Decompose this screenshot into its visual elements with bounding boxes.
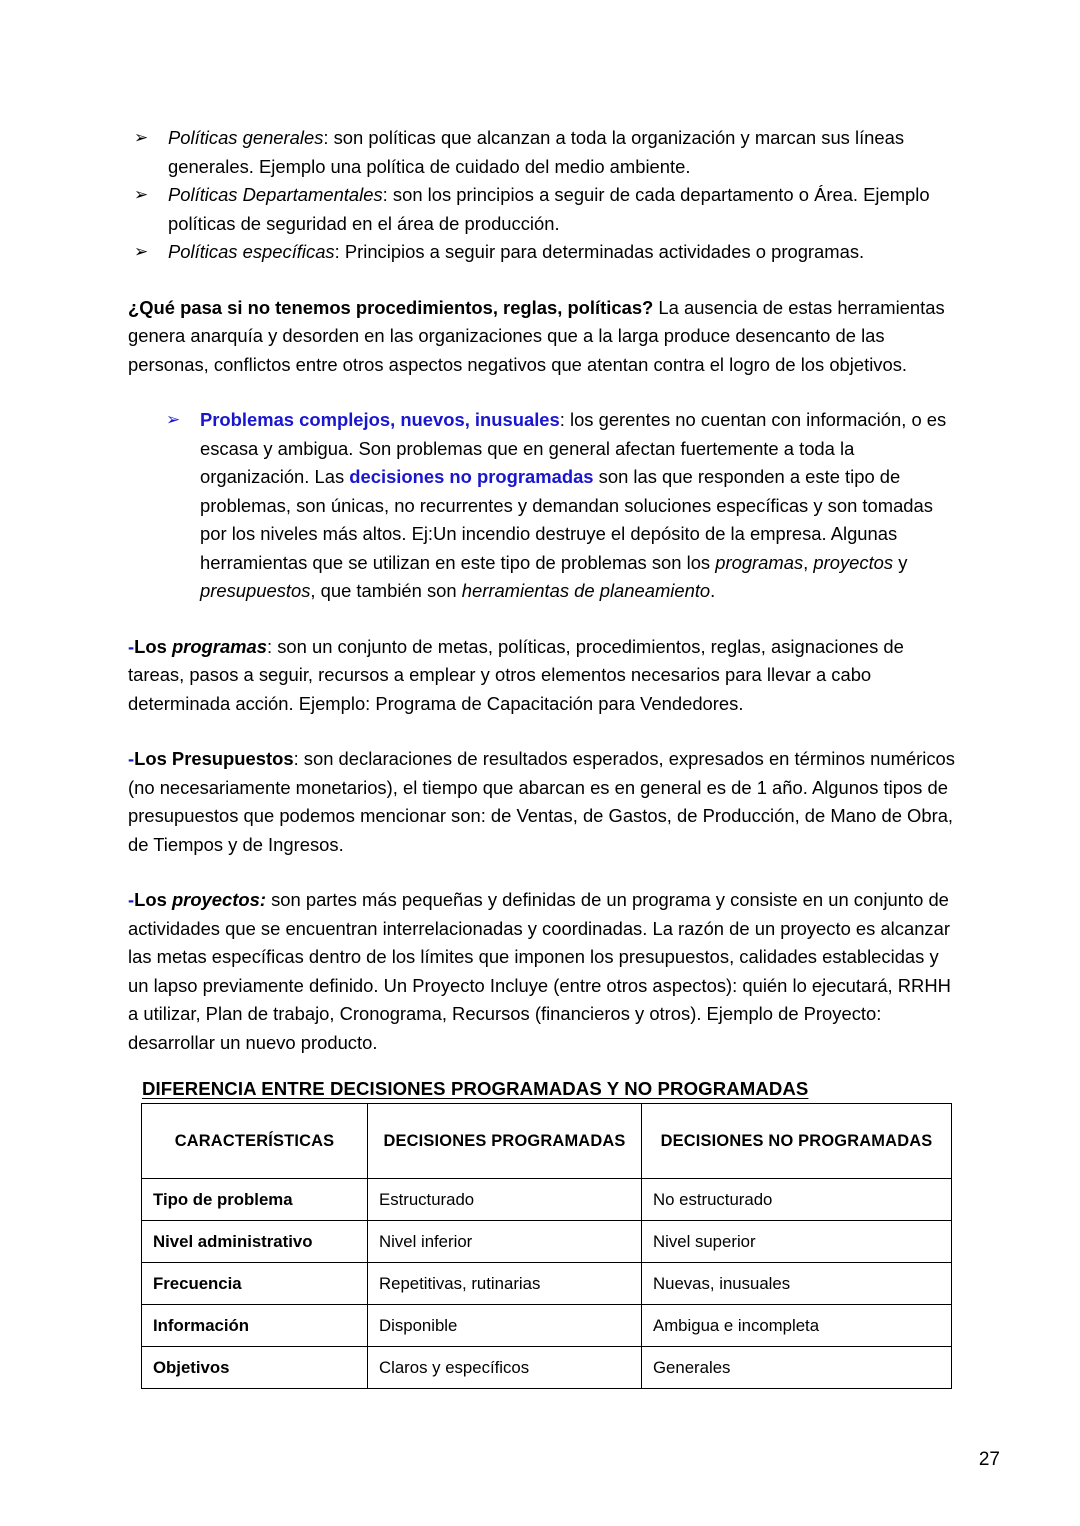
presupuestos-body: : son declaraciones de resultados esperados, expresados en términos numéricos (no necesariamente monetarios), el tiempo que abarcan es en general es de 1 año. Algunos tipos de presupuestos que podemos mencionar son: de Ventas, de Gastos, de Producción, de Mano de Obra, de Tiempos y de Ingresos.: [128, 748, 955, 855]
column-header-caracteristicas: CARACTERÍSTICAS: [142, 1104, 368, 1179]
programas-paragraph: [128, 633, 960, 719]
question-heading: ¿Qué pasa si no tenemos procedimientos, reglas, políticas?: [128, 296, 654, 318]
spacer: [128, 1057, 960, 1078]
policy-term: Políticas generales: [168, 127, 324, 148]
question-body: La ausencia de estas herramientas genera anarquía y desorden en las organizaciones que a la larga produce desencanto de las personas, conflictos entre otros aspectos negativos que atentan contra el logro de los objetivos.: [128, 296, 945, 375]
row-label: Nivel administrativo: [142, 1221, 368, 1263]
complex-problems-part4: .: [710, 580, 716, 601]
programas-label: Los: [134, 635, 172, 657]
list-item: [128, 181, 960, 238]
sep: ,: [803, 551, 814, 573]
spacer: [128, 267, 960, 294]
cell-no-programadas: Nuevas, inusuales: [642, 1263, 952, 1305]
proyectos-label: Los: [134, 889, 172, 910]
table-row: [142, 1263, 952, 1305]
dash-marker: -: [128, 889, 135, 910]
planning-tools-italic: herramientas de planeamiento: [461, 580, 711, 601]
bullet-arrow-icon: ➢: [134, 242, 149, 261]
tool-presupuestos: presupuestos: [200, 580, 311, 601]
spacer: [128, 379, 960, 406]
proyectos-label-italic: proyectos:: [171, 889, 266, 910]
cell-no-programadas: No estructurado: [642, 1179, 952, 1221]
policy-description: : son los principios a seguir de cada departamento o Área. Ejemplo políticas de seguridad en el área de producción.: [168, 184, 930, 234]
presupuestos-label: Los Presupuestos: [134, 748, 294, 769]
proyectos-body: son partes más pequeñas y definidas de un programa y consiste en un conjunto de actividades que se encuentran interrelacionadas y coordinadas. La razón de un proyecto es alcanzar las metas específicas dentro de los límites que imponen los presupuestos, calidades establecidas y un lapso previamente definido. Un Proyecto Incluye (entre otros aspectos): quién lo ejecutará, RRHH a utilizar, Plan de trabajo, Cronograma, Recursos (financieros y otros). Ejemplo de Proyecto: desarrollar un nuevo producto.: [128, 889, 951, 1053]
table-header-row: [142, 1104, 952, 1179]
list-item: [128, 124, 960, 181]
page-content: [128, 124, 960, 1389]
cell-programadas: Nivel inferior: [368, 1221, 642, 1263]
cell-programadas: Claros y específicos: [368, 1347, 642, 1389]
dash-marker: -: [128, 635, 135, 657]
proyectos-paragraph: [128, 886, 960, 1057]
row-label: Tipo de problema: [142, 1179, 368, 1221]
policy-description: : son políticas que alcanzan a toda la organización y marcan sus líneas generales. Ejemplo una política de cuidado del medio ambiente.: [168, 127, 905, 177]
sep: y: [893, 551, 908, 573]
table-row: [142, 1179, 952, 1221]
spacer: [128, 718, 960, 745]
column-header-decisiones-no-programadas: DECISIONES NO PROGRAMADAS: [642, 1104, 952, 1179]
row-label: Objetivos: [142, 1347, 368, 1389]
bullet-arrow-icon: ➢: [166, 410, 181, 429]
programas-body: : son un conjunto de metas, políticas, procedimientos, reglas, asignaciones de tareas, pasos a seguir, recursos a emplear y otros elementos necesarios para llevar a cabo determinada acción. Ejemplo: Programa de Capacitación para Vendedores.: [128, 635, 904, 714]
table-title: DIFERENCIA ENTRE DECISIONES PROGRAMADAS Y NO PROGRAMADAS: [142, 1078, 809, 1099]
cell-programadas: Disponible: [368, 1305, 642, 1347]
question-paragraph: [128, 294, 960, 380]
spacer: [128, 606, 960, 633]
column-header-decisiones-programadas: DECISIONES PROGRAMADAS: [368, 1104, 642, 1179]
policy-term: Políticas específicas: [168, 241, 335, 262]
non-programmed-decisions-highlight: decisiones no programadas: [349, 466, 594, 487]
row-label: Frecuencia: [142, 1263, 368, 1305]
tool-programas: programas: [715, 551, 804, 573]
table-row: [142, 1347, 952, 1389]
spacer: [128, 859, 960, 886]
cell-no-programadas: Ambigua e incompleta: [642, 1305, 952, 1347]
policy-description: : Principios a seguir para determinadas actividades o programas.: [334, 241, 865, 262]
bullet-arrow-icon: ➢: [134, 128, 149, 147]
complex-problems-part3: , que también son: [310, 580, 462, 601]
cell-programadas: Estructurado: [368, 1179, 642, 1221]
complex-problems-list: [160, 406, 960, 606]
cell-no-programadas: Generales: [642, 1347, 952, 1389]
bullet-arrow-icon: ➢: [134, 185, 149, 204]
table-row: [142, 1221, 952, 1263]
cell-programadas: Repetitivas, rutinarias: [368, 1263, 642, 1305]
list-item: [128, 238, 960, 267]
programas-label-italic: programas: [171, 635, 267, 657]
decisions-comparison-table: [141, 1103, 952, 1389]
presupuestos-paragraph: [128, 745, 960, 859]
row-label: Información: [142, 1305, 368, 1347]
complex-problems-term: Problemas complejos, nuevos, inusuales: [200, 409, 560, 430]
list-item: [160, 406, 960, 606]
page-number: 27: [978, 1449, 1000, 1470]
complex-problems-part2: son las que responden a este tipo de problemas, son únicas, no recurrentes y demandan soluciones específicas y son tomadas por los niveles más altos. Ej:Un incendio destruye el depósito de la empresa. Algunas herramientas que se utilizan en este tipo de problemas son los: [200, 466, 933, 573]
policy-term: Políticas Departamentales: [168, 184, 383, 205]
cell-no-programadas: Nivel superior: [642, 1221, 952, 1263]
table-row: [142, 1305, 952, 1347]
complex-problems-part1: : los gerentes no cuentan con información, o es escasa y ambigua. Son problemas que en general afectan fuertemente a toda la organización. Las: [200, 409, 947, 487]
policies-list: [128, 124, 960, 267]
dash-marker: -: [128, 748, 135, 769]
tool-proyectos: proyectos: [813, 551, 894, 573]
